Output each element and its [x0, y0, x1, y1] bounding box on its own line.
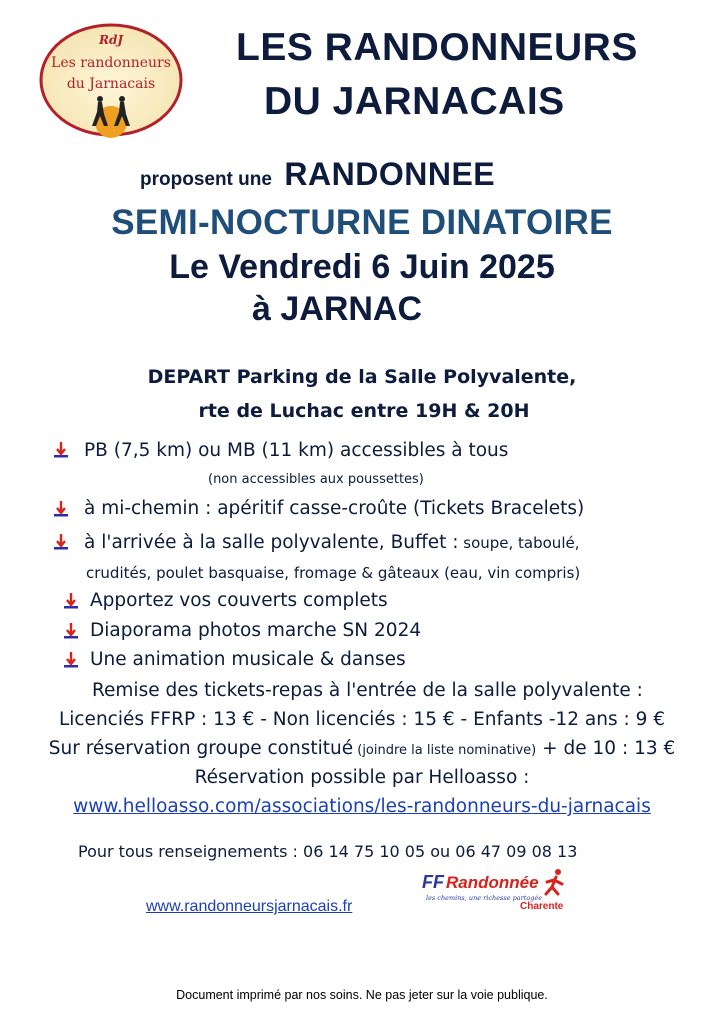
title-line1: LES RANDONNEURS [236, 26, 638, 69]
tickets-group-note: (joindre la liste nominative) [353, 743, 537, 758]
ffr-ff: FF [422, 872, 444, 892]
walker-icon [546, 869, 562, 894]
bullet-distance-note: (non accessibles aux poussettes) [208, 472, 424, 487]
logo-line2: du Jarnacais [66, 76, 156, 92]
footer-note: Document imprimé par nos soins. Ne pas jeter sur la voie publique. [176, 988, 548, 1002]
bullet-cutlery: Apportez vos couverts complets [90, 590, 388, 611]
departure-line1: DEPART Parking de la Salle Polyvalente, [147, 366, 577, 388]
arrow-bullet-icon [52, 500, 70, 518]
ffrandonnee-logo [420, 866, 570, 916]
helloasso-link[interactable]: www.helloasso.com/associations/les-randonneurs-du-jarnacais [73, 796, 651, 817]
tickets-group [0, 738, 724, 759]
bullet-midway: à mi-chemin : apéritif casse-croûte (Tickets Bracelets) [84, 498, 585, 519]
tickets-group-b: + de 10 : 13 € [536, 738, 676, 759]
tickets-prices: Licenciés FFRP : 13 € - Non licenciés : 15 € - Enfants -12 ans : 9 € [58, 709, 666, 730]
bullet-distance: PB (7,5 km) ou MB (11 km) accessibles à tous [84, 440, 509, 461]
bullet-arrival-main: à l'arrivée à la salle polyvalente, Buffet : [84, 532, 459, 553]
intro-row [140, 156, 495, 193]
bullet-arrival [84, 532, 579, 553]
ffr-tagline: les chemins, une richesse partagée [426, 894, 543, 902]
ffr-region: Charente [520, 901, 564, 912]
bullet-arrival-continuation: crudités, poulet basquaise, fromage & gâteaux (eau, vin compris) [86, 564, 581, 582]
tickets-group-a: Sur réservation groupe constitué [48, 738, 354, 759]
logo-line1: Les randonneurs [51, 55, 171, 71]
arrow-bullet-icon [52, 533, 70, 551]
arrow-bullet-icon [62, 622, 80, 640]
intro-event-word: RANDONNEE [284, 156, 496, 192]
logo-initials: RdJ [98, 33, 124, 47]
title-line2: DU JARNACAIS [264, 80, 565, 123]
tickets-line1: Remise des tickets-repas à l'entrée de la salle polyvalente : [92, 680, 643, 701]
event-place: à JARNAC [252, 290, 423, 328]
arrow-bullet-icon [62, 592, 80, 610]
event-date: Le Vendredi 6 Juin 2025 [169, 248, 555, 286]
bullet-slideshow: Diaporama photos marche SN 2024 [90, 620, 422, 641]
event-type: SEMI-NOCTURNE DINATOIRE [111, 203, 613, 242]
arrow-bullet-icon [62, 651, 80, 669]
contact-info: Pour tous renseignements : 06 14 75 10 05 ou 06 47 09 08 13 [78, 842, 578, 861]
bullet-music: Une animation musicale & danses [90, 649, 406, 670]
ffr-rest: Randonnée [446, 873, 539, 892]
arrow-bullet-icon [52, 441, 70, 459]
website-link[interactable]: www.randonneursjarnacais.fr [146, 898, 353, 915]
club-logo [38, 22, 184, 138]
helloasso-link-row [0, 796, 724, 817]
bullet-arrival-menu: soupe, taboulé, [458, 534, 580, 552]
departure-line2: rte de Luchac entre 19H & 20H [198, 400, 530, 422]
tickets-helloasso-label: Réservation possible par Helloasso : [194, 767, 530, 788]
intro-prefix: proposent une [140, 169, 272, 190]
